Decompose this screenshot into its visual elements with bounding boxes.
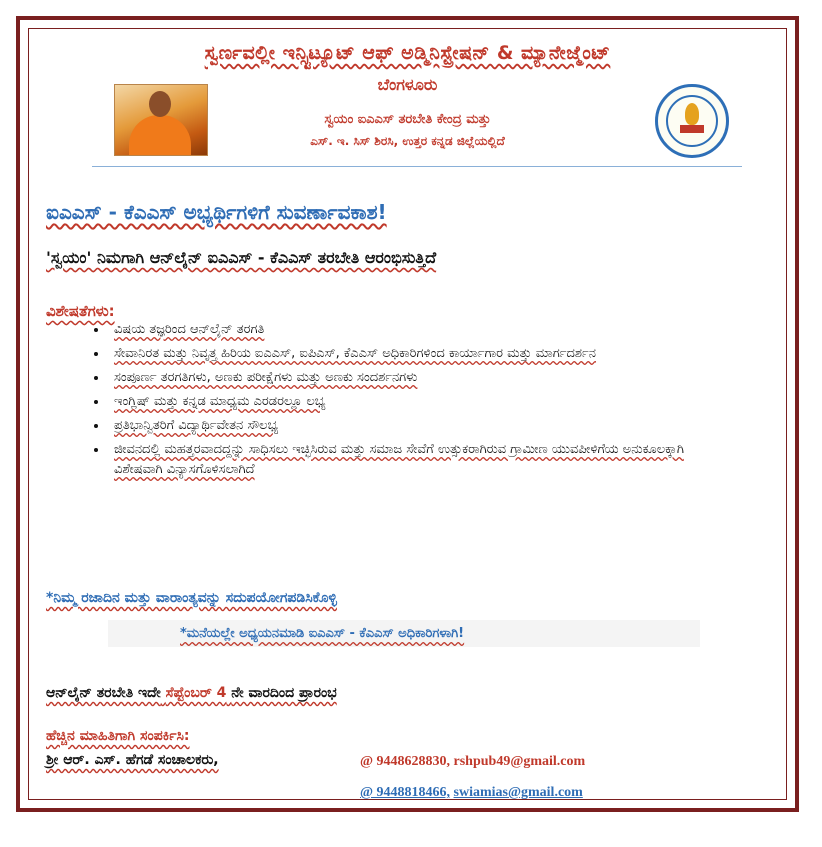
center-address: ಎಸ್. ಇ. ಸಿಸ್ ಶಿರಸಿ, ಉತ್ತರ ಕನ್ನಡ ಜಿಲ್ಲೆಯಲ್ಲಿದೆ	[310, 134, 505, 148]
contact-name: ಶ್ರೀ ಆರ್. ಎಸ್. ಹೆಗಡೆ ಸಂಚಾಲಕರು,	[46, 752, 219, 768]
contact-line-2	[360, 785, 583, 801]
feature-item: • ಸಂಪೂರ್ಣ ತರಗತಿಗಳು, ಅಣಕು ಪರೀಕ್ಷೆಗಳು ಮತ್ತು ಅಣಕು ಸಂದರ್ಶನಗಳು	[108, 368, 728, 388]
study-home-note: *ಮನೆಯಲ್ಲೇ ಅಧ್ಯಯನಮಾಡಿ ಐಎಎಸ್ - ಕೆಎಎಸ್ ಅಧಿಕಾರಿಗಳಾಗಿ!	[108, 620, 700, 647]
start-date: ಸೆಪ್ಟೆಂಬರ್ 4	[165, 685, 227, 701]
feature-item: • ವಿಷಯ ತಜ್ಞರಿಂದ ಆನ್‌ಲೈನ್ ತರಗತಿ	[108, 320, 728, 340]
start-suffix: ನೇ ವಾರದಿಂದ ಪ್ರಾರಂಭ	[231, 685, 337, 701]
features-list	[80, 320, 728, 484]
phone-link[interactable]: @ 9448818466,	[360, 785, 451, 800]
tagline: 'ಸ್ವಯಂ' ನಿಮಗಾಗಿ ಆನ್‌ಲೈನ್ ಐಎಎಸ್ - ಕೆಎಎಸ್ ತರಬೇತಿ ಆರಂಭಿಸುತ್ತಿದೆ	[46, 248, 437, 267]
feature-item: • ಸೇವಾನಿರತ ಮತ್ತು ನಿವೃತ್ತ ಹಿರಿಯ ಐಎಎಸ್, ಐಪಿಎಸ್, ಕೆಎಎಸ್ ಅಧಿಕಾರಿಗಳಿಂದ ಕಾರ್ಯಾಗಾರ ಮತ್ತು ಮಾರ್ಗದರ್ಶನ	[108, 344, 728, 364]
institute-title: ಸ್ವರ್ಣವಲ್ಲೀ ಇನ್ಸ್ಟಿಟ್ಯೂಟ್ ಆಫ್ ಅಡ್ಮಿನಿಸ್ಟ್ರೇಷನ್ & ಮ್ಯಾನೇಜ್ಮೆಂಟ್	[204, 42, 611, 64]
headline: ಐಎಎಸ್ - ಕೆಎಎಸ್ ಅಭ್ಯರ್ಥಿಗಳಿಗೆ ಸುವರ್ಣಾವಕಾಶ!	[46, 200, 387, 224]
contact-heading: ಹೆಚ್ಚಿನ ಮಾಹಿತಿಗಾಗಿ ಸಂಪರ್ಕಿಸಿ:	[46, 728, 190, 744]
poster-frame	[16, 16, 799, 812]
city-name: ಬೆಂಗಳೂರು	[377, 75, 438, 94]
header-divider	[92, 166, 742, 167]
contact-line-1: @ 9448628830, rshpub49@gmail.com	[360, 754, 586, 769]
features-heading: ವಿಶೇಷತೆಗಳು:	[46, 302, 115, 320]
start-announcement	[46, 685, 337, 701]
holiday-note: *ನಿಮ್ಮ ರಜಾದಿನ ಮತ್ತು ವಾರಾಂತ್ಯವನ್ನು ಸದುಪಯೋಗಪಡಿಸಿಕೊಳ್ಳಿ	[46, 590, 337, 606]
center-name: ಸ್ವಯಂ ಐಎಎಸ್ ತರಬೇತಿ ಕೇಂದ್ರ ಮತ್ತು	[324, 112, 491, 127]
feature-item: • ಇಂಗ್ಲಿಷ್ ಮತ್ತು ಕನ್ನಡ ಮಾಧ್ಯಮ ಎರಡರಲ್ಲೂ ಲಭ್ಯ	[108, 392, 728, 412]
feature-item: • ಪ್ರತಿಭಾನ್ವಿತರಿಗೆ ವಿದ್ಯಾರ್ಥಿವೇತನ ಸೌಲಭ್ಯ	[108, 416, 728, 436]
email-link[interactable]: swiamias@gmail.com	[453, 785, 583, 800]
start-prefix: ಆನ್‌ಲೈನ್ ತರಬೇತಿ ಇದೇ	[46, 685, 161, 701]
feature-item: • ಜೀವನದಲ್ಲಿ ಮಹತ್ತರವಾದದ್ದನ್ನು ಸಾಧಿಸಲು ಇಚ್ಛಿಸಿರುವ ಮತ್ತು ಸಮಾಜ ಸೇವೆಗೆ ಉತ್ಸುಕರಾಗಿರುವ ಗ್ರಾಮೀಣ ಯುವಪೀಳಿಗೆಯ ಅನುಕೂಲಕ್ಕಾಗಿ ವಿಶೇಷವಾಗಿ ವಿನ್ಯಾಸಗೊಳಿಸಲಾಗಿದೆ	[108, 440, 728, 480]
